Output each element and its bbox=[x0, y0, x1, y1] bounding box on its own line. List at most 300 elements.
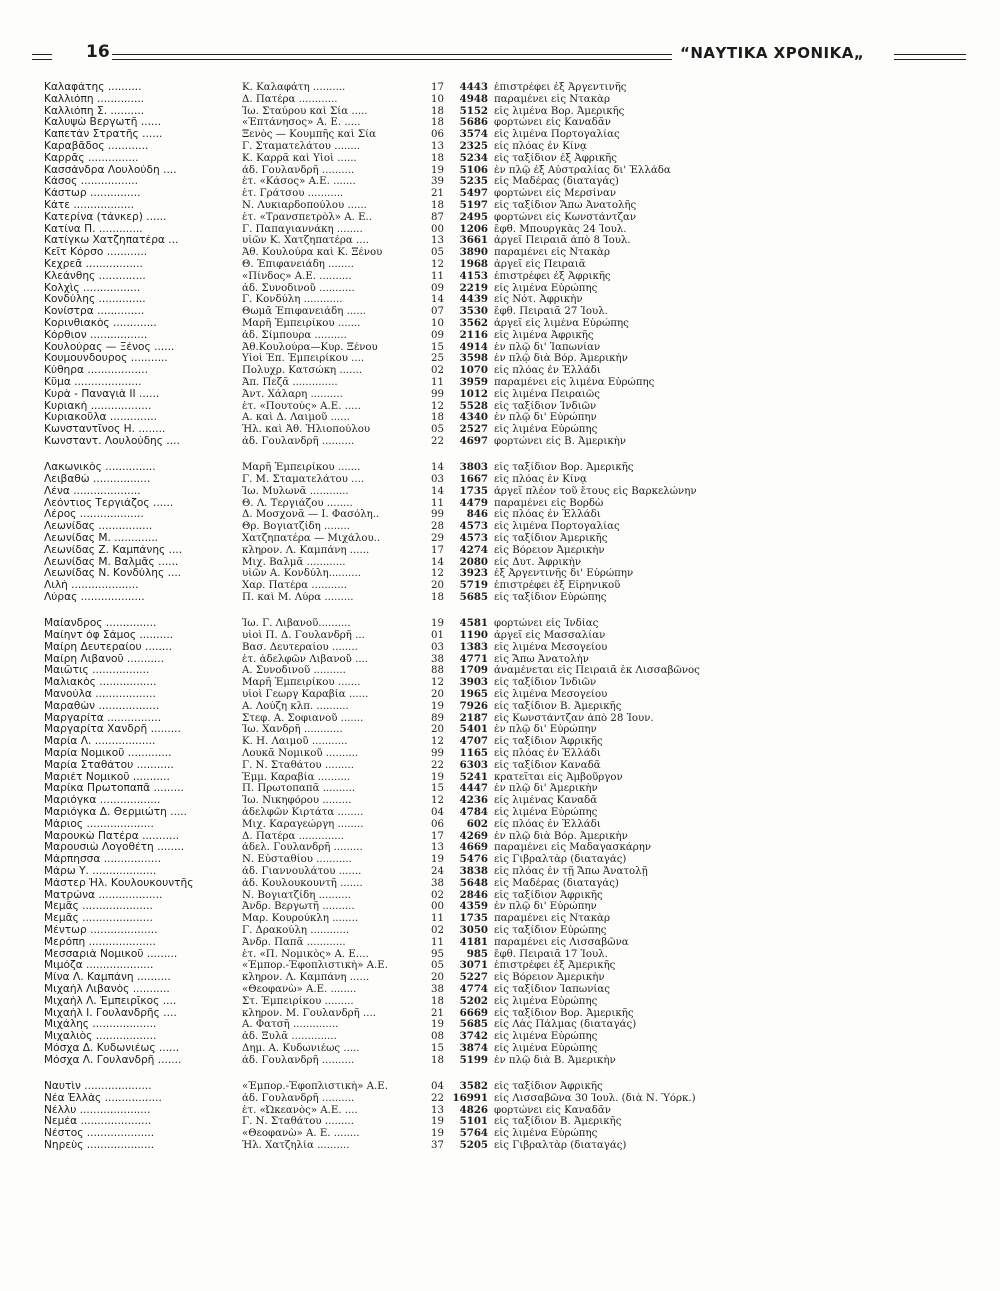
ship-tonnage: 985 bbox=[466, 948, 488, 960]
ship-owner: Ἰω. Γ. Λιβανοῦ.......... bbox=[242, 618, 351, 630]
ship-owner: Γ. Μ. Σταματελάτου .... bbox=[242, 474, 365, 485]
ship-name: Κυρὰ - Παναγιὰ ΙΙ ...... bbox=[44, 388, 160, 400]
ship-row bbox=[44, 377, 964, 389]
ship-tonnage: 2325 bbox=[459, 140, 488, 152]
ship-name: Κεῖτ Κόρσο ............ bbox=[44, 247, 148, 259]
ship-name: Κουμουνδουρος ........... bbox=[44, 353, 168, 365]
ship-tonnage: 4697 bbox=[459, 435, 488, 447]
ship-owner: Πολυχρ. Κατσώκη ....... bbox=[242, 365, 363, 377]
ship-owner: «Ἐμπορ.-Ἐφοπλιστικὴ» Α.Ε. bbox=[242, 1081, 388, 1093]
ship-row bbox=[44, 224, 964, 236]
ship-owner: ἑτ. «Τρανσπετρὸλ» Α. Ε.. bbox=[242, 211, 373, 223]
ship-built-year: 09 bbox=[431, 329, 444, 341]
ship-built-year: 88 bbox=[431, 665, 444, 677]
ship-row bbox=[44, 165, 964, 177]
ship-built-year: 19 bbox=[431, 618, 444, 630]
ship-tonnage: 5101 bbox=[459, 1116, 488, 1128]
ship-row bbox=[44, 842, 964, 854]
ship-tonnage: 3574 bbox=[459, 129, 488, 141]
page-number: 16 bbox=[86, 42, 110, 62]
ship-tonnage: 3903 bbox=[459, 677, 488, 689]
ship-status: εἰς λιμένα Μεσογείου bbox=[494, 641, 608, 653]
ship-tonnage: 5199 bbox=[459, 1054, 488, 1066]
ship-name: Μέντωρ .................... bbox=[44, 924, 158, 936]
ship-tonnage: 5234 bbox=[459, 152, 488, 164]
ship-tonnage: 3598 bbox=[459, 353, 488, 365]
ship-built-year: 01 bbox=[431, 630, 444, 642]
ship-owner: ἑτ. «Πουτούς» Α.Ε. ..... bbox=[242, 400, 361, 412]
ship-built-year: 07 bbox=[431, 306, 444, 318]
ship-owner: Ν. Εὐσταθίου ........... bbox=[242, 854, 352, 866]
ship-owner: Ν. Λυκιαρδοπούλου ...... bbox=[242, 199, 367, 211]
ship-name: Μόσχα Δ. Κυδωνιέως ...... bbox=[44, 1042, 180, 1054]
ship-row bbox=[44, 94, 964, 106]
ship-status: ἀναμένεται εἰς Πειραιᾶ ἐκ Λισσαβῶνος bbox=[494, 665, 700, 677]
ship-status: εἰς Γιβραλτὰρ (διαταγάς) bbox=[494, 1140, 627, 1152]
ship-status: φορτώνει εἰς Ἰνδίας bbox=[494, 618, 599, 630]
ship-built-year: 38 bbox=[431, 877, 444, 889]
ship-owner: ἀδ. Ξυλᾶ .............. bbox=[242, 1031, 337, 1043]
header-rule-left-top bbox=[32, 54, 52, 55]
ship-name: Κουλούρας — Ξένος ...... bbox=[44, 341, 175, 353]
ship-built-year: 17 bbox=[431, 830, 444, 842]
ship-row bbox=[44, 630, 964, 642]
ship-tonnage: 4153 bbox=[459, 270, 488, 282]
ship-status: παραμένει εἰς Λισσαβῶνα bbox=[494, 936, 629, 948]
ship-status: εἰς ταξίδιον Εὐρώπης bbox=[494, 924, 607, 936]
ship-built-year: 02 bbox=[431, 924, 444, 936]
ship-owner: Υἱοὶ Ἐπ. Ἐμπειρίκου .... bbox=[242, 353, 365, 365]
ship-built-year: 19 bbox=[431, 1128, 444, 1140]
ship-owner: κληρον. Λ. Καμπάνη ...... bbox=[242, 972, 370, 984]
ship-row bbox=[44, 689, 964, 701]
ship-tonnage: 4359 bbox=[459, 901, 488, 913]
ship-row bbox=[44, 247, 964, 259]
ship-name: Μαραθὼν .................. bbox=[44, 700, 160, 712]
ship-name: Λένα .................... bbox=[44, 485, 141, 497]
ship-status: εἰς πλόας ἐν Ἑλλάδι bbox=[494, 509, 601, 521]
ship-tonnage: 2527 bbox=[459, 424, 488, 436]
ship-tonnage: 2495 bbox=[459, 211, 488, 223]
ship-status: εἰς πλόας ἐν τῇ Ἄπω Ἀνατολῇ bbox=[494, 866, 648, 877]
ship-tonnage: 16991 bbox=[452, 1092, 488, 1104]
ship-name: Μαρία Σταθάτου ........... bbox=[44, 759, 174, 771]
ship-row bbox=[44, 153, 964, 165]
ship-tonnage: 2187 bbox=[459, 712, 488, 724]
ship-row bbox=[44, 580, 964, 592]
ship-tonnage: 5106 bbox=[459, 164, 488, 176]
ship-status: εἰς Κωνστάντζαν ἀπὸ 28 Ἰουν. bbox=[494, 712, 654, 724]
ship-row bbox=[44, 1116, 964, 1128]
ship-status: εἰς Βόρειον Ἀμερικὴν bbox=[494, 544, 605, 556]
ship-status: εἰς Λισσαβῶνα 30 Ἰουλ. (διὰ Ν. Ὑόρκ.) bbox=[494, 1092, 696, 1104]
ship-built-year: 00 bbox=[431, 223, 444, 235]
ship-status: ἐν πλῷ δι' Εὐρώπην bbox=[494, 412, 597, 424]
ship-tonnage: 4447 bbox=[459, 783, 488, 795]
ship-name: Μάρπησσα ................. bbox=[44, 854, 161, 866]
page-header bbox=[32, 40, 967, 74]
ship-tonnage: 1165 bbox=[459, 748, 488, 760]
ship-status: φορτώνει εἰς Μερσίναν bbox=[494, 188, 617, 200]
ship-name: Κατερίνα (τάνκερ) ...... bbox=[44, 211, 167, 223]
ship-owner: Ἰω. Σταύρου καὶ Σία ..... bbox=[242, 105, 368, 117]
ship-built-year: 99 bbox=[431, 748, 444, 760]
ship-owner: Ἰω. Νικηφόρου ......... bbox=[242, 795, 352, 807]
ship-owner: Ἠλ. καὶ Ἀθ. Ἠλιοπούλου bbox=[242, 424, 371, 436]
ship-name: Νέστος .................... bbox=[44, 1128, 155, 1140]
ship-row bbox=[44, 200, 964, 212]
ship-owner: Κ. Καρρᾶ καὶ Υἱοὶ ...... bbox=[242, 152, 357, 164]
ship-name: Καλαφάτης .......... bbox=[44, 82, 142, 93]
ship-tonnage: 4479 bbox=[459, 497, 488, 509]
ship-row bbox=[44, 654, 964, 666]
ship-status: εἰς πλόας ἐν Κίνᾳ bbox=[494, 474, 587, 485]
ship-tonnage: 5241 bbox=[459, 771, 488, 783]
ship-owner: Κ. Καλαφάτη .......... bbox=[242, 82, 346, 93]
ship-owner: Βασ. Δευτεραίου ........ bbox=[242, 641, 358, 653]
ship-name: Λεωνίδας Ζ. Καμπάνης .... bbox=[44, 544, 183, 556]
ship-tonnage: 3959 bbox=[459, 376, 488, 388]
ship-tonnage: 3562 bbox=[459, 317, 488, 329]
ship-tonnage: 3050 bbox=[459, 924, 488, 936]
ship-status: ἐν πλῷ διὰ Βόρ. Ἀμερικὴν bbox=[494, 830, 628, 842]
ship-status: παραμένει εἰς λιμένα Εὐρώπης bbox=[494, 376, 655, 388]
ship-owner: ἀδελ. Γουλανδρῆ ......... bbox=[242, 842, 363, 854]
ship-built-year: 11 bbox=[431, 270, 444, 282]
ship-owner: Ἀνδρ. Παπᾶ ............ bbox=[242, 936, 346, 948]
ship-built-year: 05 bbox=[431, 424, 444, 436]
ship-tonnage: 4181 bbox=[459, 936, 488, 948]
ship-status: ἐν πλῷ δι' Ἰαπωνίαν bbox=[494, 341, 601, 353]
ship-status: ἐπιστρέφει ἐξ Εἰρηνικοῦ bbox=[494, 580, 621, 592]
ship-owner: ἀδ. Γουλανδρῆ .......... bbox=[242, 1054, 355, 1066]
ship-status: παραμένει εἰς Ντακὰρ bbox=[494, 913, 610, 925]
ship-status: εἰς Ἄπω Ἀνατολὴν bbox=[494, 653, 589, 665]
ship-row bbox=[44, 462, 964, 474]
ship-status: παραμένει εἰς Βορδὼ bbox=[494, 497, 604, 509]
ship-name: Καπετὰν Στρατῆς ...... bbox=[44, 129, 163, 141]
ship-built-year: 12 bbox=[431, 568, 444, 580]
ship-row bbox=[44, 901, 964, 913]
ship-built-year: 22 bbox=[431, 435, 444, 447]
ship-row bbox=[44, 713, 964, 725]
ship-row bbox=[44, 436, 964, 448]
ship-row bbox=[44, 642, 964, 654]
ship-tonnage: 4236 bbox=[459, 795, 488, 807]
ship-owner: «Ἐμπορ.-Ἐφοπλιστικὴ» Α.Ε. bbox=[242, 960, 388, 972]
header-rule-middle-bottom bbox=[112, 59, 672, 60]
ship-name: Κόρθιον ................. bbox=[44, 329, 148, 341]
ship-tonnage: 3530 bbox=[459, 306, 488, 318]
ship-built-year: 19 bbox=[431, 854, 444, 866]
ship-built-year: 20 bbox=[431, 972, 444, 984]
ship-row bbox=[44, 1128, 964, 1140]
ship-tonnage: 1190 bbox=[459, 630, 488, 642]
ship-status: φορτώνει εἰς Καναδᾶν bbox=[494, 117, 611, 129]
ship-name: Καραβᾶδος ............ bbox=[44, 140, 149, 152]
ship-status: εἰς ταξίδιον Βορ. Ἀμερικῆς bbox=[494, 462, 634, 474]
ship-name: Μεσσαριὰ Νομικοῦ ......... bbox=[44, 948, 178, 960]
ship-status: εἰς λιμένα Πορτογαλίας bbox=[494, 129, 620, 141]
ship-tonnage: 4784 bbox=[459, 807, 488, 819]
ship-name: Λακωνικὸς ............... bbox=[44, 462, 156, 474]
ship-tonnage: 2080 bbox=[459, 556, 488, 568]
ship-built-year: 03 bbox=[431, 641, 444, 653]
ship-name: Μαργαρίτα Χανδρῆ ......... bbox=[44, 724, 181, 736]
ship-built-year: 19 bbox=[431, 1019, 444, 1031]
ship-built-year: 11 bbox=[431, 497, 444, 509]
ship-section bbox=[44, 82, 964, 448]
ship-owner: Ἠλ. Χατζηλία .......... bbox=[242, 1140, 350, 1152]
ship-name: Μαριόγκα Δ. Θερμιώτη ..... bbox=[44, 807, 188, 819]
ship-owner: Α. Φατσῆ .............. bbox=[242, 1019, 339, 1031]
ship-status: εἰς ταξίδιον Εὐρώπης bbox=[494, 591, 607, 603]
ship-row bbox=[44, 557, 964, 569]
ship-built-year: 04 bbox=[431, 807, 444, 819]
ship-status: εἰς Βόρειον Ἀμερικὴν bbox=[494, 972, 605, 984]
ship-built-year: 22 bbox=[431, 1092, 444, 1104]
ship-built-year: 28 bbox=[431, 521, 444, 533]
ship-owner: «Πίνδος» Α.Ε. .......... bbox=[242, 270, 352, 282]
ship-owner: Γ. Παπαγιαννάκη ........ bbox=[242, 223, 363, 235]
ship-tonnage: 4340 bbox=[459, 412, 488, 424]
ship-owner: Χαρ. Πατέρα ........... bbox=[242, 580, 348, 592]
ship-name: Κάτε .................. bbox=[44, 199, 135, 211]
ship-status: εἰς Νότ. Ἀφρικὴν bbox=[494, 294, 583, 306]
ship-built-year: 20 bbox=[431, 689, 444, 701]
ship-row bbox=[44, 783, 964, 795]
ship-tonnage: 1968 bbox=[459, 258, 488, 270]
ship-built-year: 20 bbox=[431, 724, 444, 736]
ship-status: ἐπιστρέφει ἐξ Ἀργεντινῆς bbox=[494, 82, 627, 93]
ship-name: Κυριακὴ .................. bbox=[44, 400, 152, 412]
ship-name: Μαριόγκα .................. bbox=[44, 795, 161, 807]
ship-tonnage: 3874 bbox=[459, 1042, 488, 1054]
ship-tonnage: 7926 bbox=[459, 700, 488, 712]
ship-owner: ἀδ. Γιαννουλάτου ....... bbox=[242, 866, 362, 877]
ship-tonnage: 3890 bbox=[459, 247, 488, 259]
ship-name: Νηρεὺς .................... bbox=[44, 1140, 155, 1152]
ship-owner: «Θεοφανὼ» Α.Ε. ........ bbox=[242, 983, 357, 995]
ship-built-year: 24 bbox=[431, 866, 444, 877]
ship-status: εἰς ταξίδιον Καναδᾶ bbox=[494, 759, 601, 771]
ship-row bbox=[44, 937, 964, 949]
ship-name: Κάστωρ ............... bbox=[44, 188, 141, 200]
ship-row bbox=[44, 521, 964, 533]
ship-owner: Α. Συνοδινοῦ .......... bbox=[242, 665, 346, 677]
ship-status: εἰς λιμένα Πειραιῶς bbox=[494, 388, 600, 400]
ship-row bbox=[44, 330, 964, 342]
ship-built-year: 18 bbox=[431, 412, 444, 424]
ship-row bbox=[44, 1093, 964, 1105]
ship-tonnage: 4439 bbox=[459, 294, 488, 306]
ship-row bbox=[44, 890, 964, 902]
ship-built-year: 12 bbox=[431, 400, 444, 412]
ship-tonnage: 4573 bbox=[459, 532, 488, 544]
ship-name: Κολχὶς ................. bbox=[44, 282, 141, 294]
ship-built-year: 14 bbox=[431, 462, 444, 474]
ship-tonnage: 5685 bbox=[459, 591, 488, 603]
ship-owner: Α. Λούζη κλπ. .......... bbox=[242, 700, 349, 712]
ship-row bbox=[44, 401, 964, 413]
ship-tonnage: 5227 bbox=[459, 972, 488, 984]
ship-owner: Ἰω. Μυλωνᾶ ............ bbox=[242, 485, 349, 497]
ship-status: εἰς πλόας ἐν Κίνᾳ bbox=[494, 140, 587, 152]
ship-owner: Θ. Ἐπιφανειάδη ........ bbox=[242, 258, 354, 270]
ship-built-year: 19 bbox=[431, 1116, 444, 1128]
ship-tonnage: 4669 bbox=[459, 842, 488, 854]
ship-owner: Π. Πρωτοπαπᾶ .......... bbox=[242, 783, 356, 795]
ship-built-year: 21 bbox=[431, 1007, 444, 1019]
ship-built-year: 14 bbox=[431, 485, 444, 497]
ship-status: εἰς ταξίδιον Ἀφρικῆς bbox=[494, 736, 603, 748]
ship-tonnage: 2116 bbox=[459, 329, 488, 341]
ship-built-year: 12 bbox=[431, 795, 444, 807]
ship-built-year: 03 bbox=[431, 474, 444, 485]
ship-status: ἐπιστρέφει ἐξ Ἀμερικῆς bbox=[494, 960, 616, 972]
ship-row bbox=[44, 760, 964, 772]
ship-name: Μάστερ Ἠλ. Κουλουκουντῆς bbox=[44, 877, 194, 889]
ship-status: ἔφθ. Πειραιᾶ 17 Ἰουλ. bbox=[494, 948, 608, 960]
ship-row bbox=[44, 1055, 964, 1067]
ship-row bbox=[44, 831, 964, 843]
ship-name: Κονίστρα .............. bbox=[44, 306, 145, 318]
ship-status: εἰς λιμένα Εὐρώπης bbox=[494, 1042, 598, 1054]
ship-owner: ἑτ. Γράτσου ........... bbox=[242, 188, 344, 200]
ship-row bbox=[44, 972, 964, 984]
ship-built-year: 12 bbox=[431, 258, 444, 270]
ship-row bbox=[44, 724, 964, 736]
ship-status: εἰς ταξίδιον Ἰαπωνίας bbox=[494, 983, 610, 995]
ship-tonnage: 4948 bbox=[459, 93, 488, 105]
ship-owner: «Ἑπτάνησος» Α. Ε. ..... bbox=[242, 117, 361, 129]
ship-row bbox=[44, 259, 964, 271]
ship-status: ἐν πλῷ διὰ Βόρ. Ἀμερικήν bbox=[494, 353, 628, 365]
ship-owner: Κ. Η. Λαιμοῦ ........... bbox=[242, 736, 348, 748]
ship-row bbox=[44, 353, 964, 365]
ship-built-year: 10 bbox=[431, 93, 444, 105]
ship-owner: Π. καὶ Μ. Λύρα ......... bbox=[242, 591, 354, 603]
ship-name: Κατίγκω Χατζηπατέρα ... bbox=[44, 235, 179, 247]
ship-name: Καλυψὼ Βεργωτῆ ...... bbox=[44, 117, 162, 129]
ship-status: εἰς ταξίδιον ἐξ Ἀφρικῆς bbox=[494, 152, 617, 164]
ship-row bbox=[44, 748, 964, 760]
ship-status: εἰς ταξίδιον Ἄπω Ἀνατολῆς bbox=[494, 199, 637, 211]
ship-owner: Α. καὶ Δ. Λαιμοῦ ...... bbox=[242, 412, 350, 424]
ship-status: παραμένει εἰς Ντακὰρ bbox=[494, 247, 610, 259]
ship-built-year: 11 bbox=[431, 913, 444, 925]
ship-built-year: 05 bbox=[431, 247, 444, 259]
ship-status: εἰς Γιβραλτὰρ (διαταγάς) bbox=[494, 854, 627, 866]
ship-section bbox=[44, 618, 964, 1066]
ship-status: εἰς Μαδέρας (διαταγάς) bbox=[494, 877, 619, 889]
ship-tonnage: 5401 bbox=[459, 724, 488, 736]
ship-row bbox=[44, 188, 964, 200]
ship-built-year: 18 bbox=[431, 152, 444, 164]
ship-built-year: 11 bbox=[431, 376, 444, 388]
ship-row bbox=[44, 176, 964, 188]
ship-built-year: 00 bbox=[431, 901, 444, 913]
ship-row bbox=[44, 424, 964, 436]
ship-owner: Δ. Μοσχονᾶ — Ι. Φασόλη.. bbox=[242, 509, 380, 521]
ship-owner: Ἰω. Χανδρῆ ............ bbox=[242, 724, 343, 736]
ship-tonnage: 5476 bbox=[459, 854, 488, 866]
ship-built-year: 95 bbox=[431, 948, 444, 960]
ship-tonnage: 3923 bbox=[459, 568, 488, 580]
ship-row bbox=[44, 545, 964, 557]
ship-status: εἰς πλόας ἐν Ἑλλάδι bbox=[494, 818, 601, 830]
ship-name: Μιχαὴλ Λ. Ἐμπειρῖκος .... bbox=[44, 995, 177, 1007]
ship-row bbox=[44, 306, 964, 318]
ship-built-year: 08 bbox=[431, 1031, 444, 1043]
ship-row bbox=[44, 1140, 964, 1152]
ship-name: Κυριακοῦλα .............. bbox=[44, 412, 157, 424]
ship-tonnage: 6303 bbox=[459, 759, 488, 771]
ship-tonnage: 2219 bbox=[459, 282, 488, 294]
ship-built-year: 87 bbox=[431, 211, 444, 223]
ship-built-year: 15 bbox=[431, 1042, 444, 1054]
ship-row bbox=[44, 283, 964, 295]
ship-tonnage: 4707 bbox=[459, 736, 488, 748]
ship-row bbox=[44, 117, 964, 129]
ship-name: Ματρώνα ................... bbox=[44, 889, 163, 901]
ship-row bbox=[44, 996, 964, 1008]
ship-owner: κληρον. Μ. Γουλανδρῆ .... bbox=[242, 1007, 376, 1019]
ship-built-year: 18 bbox=[431, 199, 444, 211]
ship-tonnage: 3582 bbox=[459, 1081, 488, 1093]
ship-tonnage: 5205 bbox=[459, 1140, 488, 1152]
ship-name: Μαρία Λ. .................. bbox=[44, 736, 156, 748]
ship-status: εἰς λιμένα Πορτογαλίας bbox=[494, 521, 620, 533]
ship-status: εἰς ταξίδιον Ἀφρικῆς bbox=[494, 889, 603, 901]
ship-built-year: 25 bbox=[431, 353, 444, 365]
ship-owner: Λουκᾶ Νομικοῦ .......... bbox=[242, 748, 359, 760]
ship-name: Λέρος ................... bbox=[44, 509, 144, 521]
ship-name: Μαρίκα Πρωτοπαπᾶ ......... bbox=[44, 783, 184, 795]
ship-row bbox=[44, 271, 964, 283]
ship-row bbox=[44, 365, 964, 377]
ship-name: Μαρουκὼ Πατέρα ........... bbox=[44, 830, 180, 842]
ship-tonnage: 1012 bbox=[459, 388, 488, 400]
ship-tonnage: 2846 bbox=[459, 889, 488, 901]
ship-owner: ἀδ. Γουλανδρῆ .......... bbox=[242, 164, 355, 176]
ship-tonnage: 6669 bbox=[459, 1007, 488, 1019]
ship-name: Μεμᾶς ..................... bbox=[44, 901, 153, 913]
ship-status: ἔφθ. Μπουργκὰς 24 Ἰουλ. bbox=[494, 223, 627, 235]
ship-owner: Δ. Πατέρα .............. bbox=[242, 830, 344, 842]
ship-built-year: 18 bbox=[431, 1054, 444, 1066]
ship-status: εἰς πλόας ἐν Ἑλλάδι bbox=[494, 748, 601, 760]
ship-status: ἔφθ. Πειραιᾶ 27 Ἰουλ. bbox=[494, 306, 608, 318]
ship-tonnage: 5202 bbox=[459, 995, 488, 1007]
ship-tonnage: 4274 bbox=[459, 544, 488, 556]
ship-status: εἰς λιμένα Εὐρώπης bbox=[494, 282, 598, 294]
ship-built-year: 12 bbox=[431, 736, 444, 748]
ship-tonnage: 4826 bbox=[459, 1104, 488, 1116]
ship-status: εἰς ταξίδιον Βορ. Ἀμερικῆς bbox=[494, 1007, 634, 1019]
ship-row bbox=[44, 568, 964, 580]
ship-built-year: 29 bbox=[431, 532, 444, 544]
ship-owner: κληρον. Λ. Καμπάνη ...... bbox=[242, 544, 370, 556]
ship-owner: ἀδ. Συνοδινοῦ ........... bbox=[242, 282, 355, 294]
ship-owner: Ξενὸς — Κουμπῆς καὶ Σία bbox=[242, 129, 376, 141]
ship-status: εἰς ταξίδιον Ἀφρικῆς bbox=[494, 1081, 603, 1093]
ship-name: Μαίανδρος ............... bbox=[44, 618, 157, 630]
ship-status: εἰς λιμένα Εὐρώπης bbox=[494, 995, 598, 1007]
ship-status: ἀργεῖ εἰς λιμένα Εὐρώπης bbox=[494, 317, 629, 329]
ship-owner: Γ. Ν. Σταθάτου ......... bbox=[242, 1116, 355, 1128]
ship-built-year: 18 bbox=[431, 117, 444, 129]
